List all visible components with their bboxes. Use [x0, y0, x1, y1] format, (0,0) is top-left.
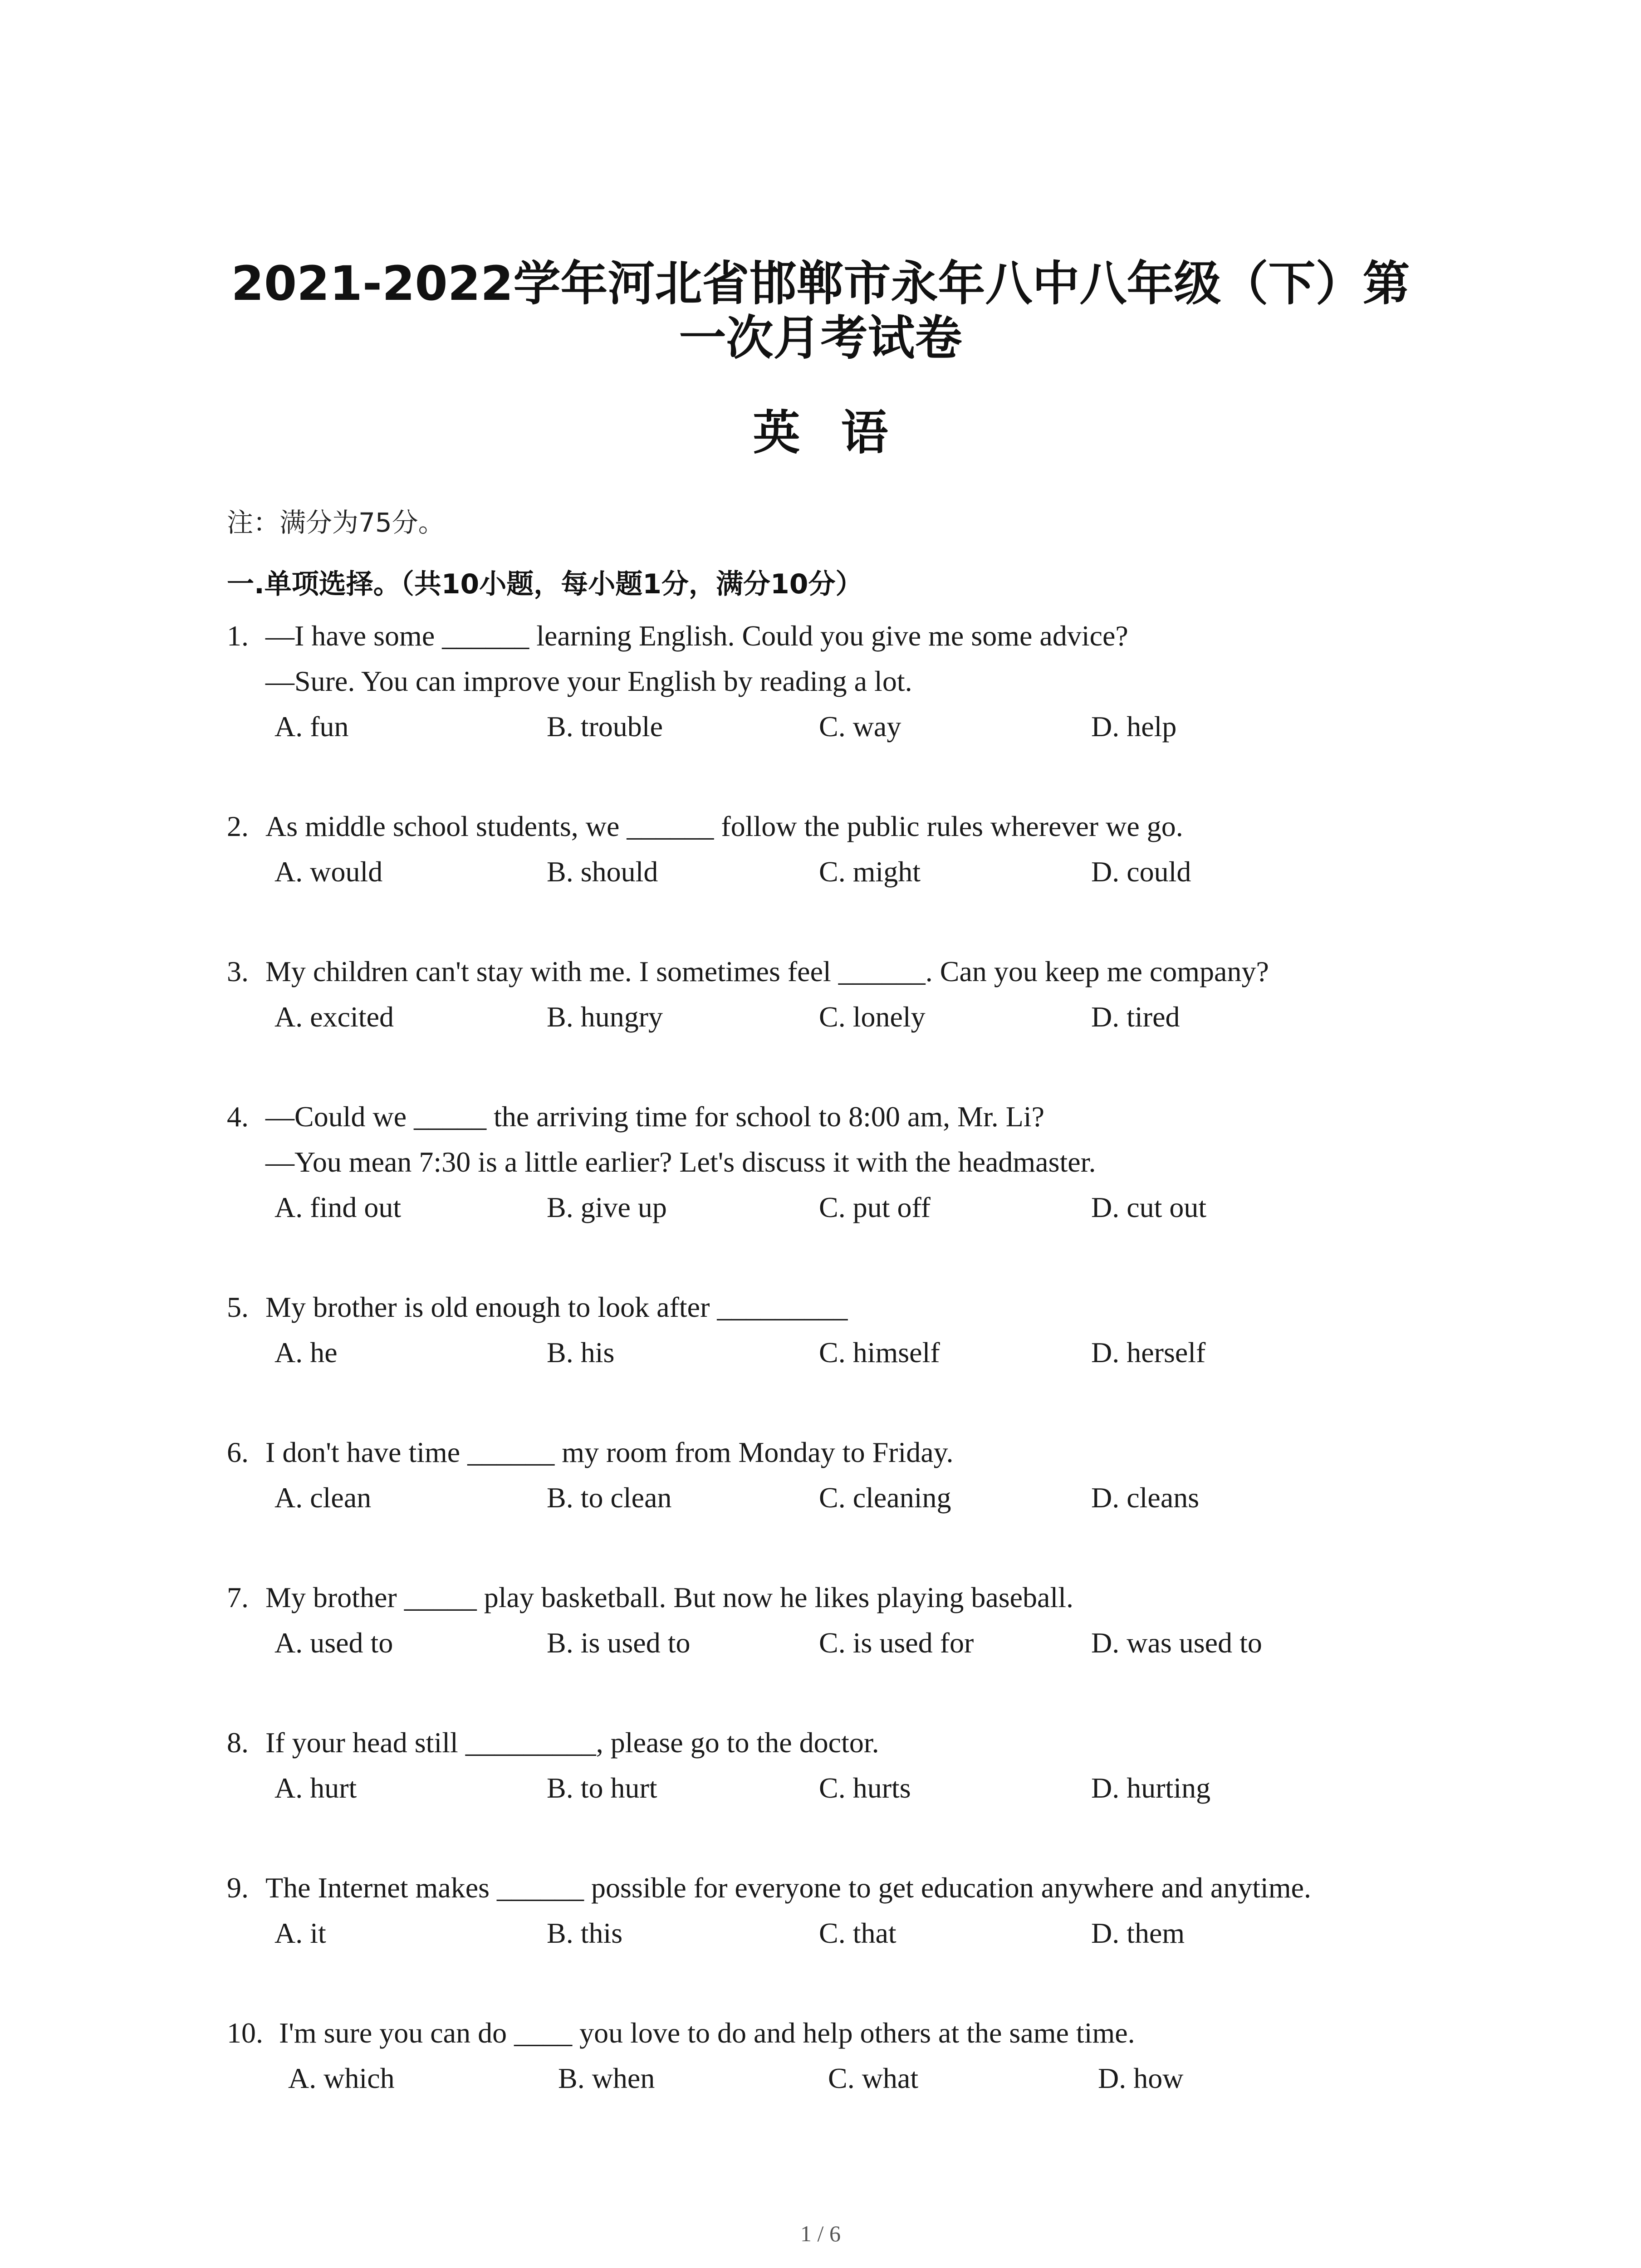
option-d: D. cleans	[1091, 1481, 1200, 1514]
option-d: D. how	[1098, 2062, 1184, 2094]
question-text: —You mean 7:30 is a little earlier? Let's discuss it with the headmaster.	[265, 1146, 1096, 1178]
option-d: D. them	[1091, 1917, 1185, 1949]
option-b: B. should	[547, 855, 658, 888]
option-a: A. used to	[274, 1627, 393, 1659]
question-number: 10.	[227, 2017, 263, 2049]
question-number: 4.	[227, 1100, 249, 1133]
option-b: B. hungry	[547, 1001, 663, 1033]
option-c: C. that	[819, 1917, 896, 1949]
option-a: A. it	[274, 1917, 326, 1949]
question-text: —I have some ______ learning English. Could you give me some advice?	[265, 620, 1128, 652]
option-d: D. was used to	[1091, 1627, 1262, 1659]
option-a: A. excited	[274, 1001, 394, 1033]
question-number: 2.	[227, 810, 249, 842]
option-d: D. herself	[1091, 1336, 1206, 1369]
option-d: D. cut out	[1091, 1191, 1207, 1223]
option-c: C. himself	[819, 1336, 940, 1369]
option-c: C. hurts	[819, 1772, 911, 1804]
question-text: My brother _____ play basketball. But now he likes playing baseball.	[265, 1581, 1073, 1613]
option-b: B. give up	[547, 1191, 667, 1223]
question-number: 9.	[227, 1872, 249, 1904]
subject-heading: 英语	[753, 405, 929, 460]
question-number: 8.	[227, 1726, 249, 1759]
option-a: A. would	[274, 855, 383, 888]
option-d: D. tired	[1091, 1001, 1180, 1033]
option-d: D. could	[1091, 855, 1191, 888]
option-c: C. put off	[819, 1191, 931, 1223]
option-b: B. is used to	[547, 1627, 691, 1659]
page-number: 1 / 6	[800, 2221, 841, 2246]
question-text: As middle school students, we ______ follow the public rules wherever we go.	[265, 810, 1183, 842]
question-text: —Sure. You can improve your English by reading a lot.	[265, 665, 912, 697]
option-b: B. when	[558, 2062, 655, 2094]
section-title: 一.单项选择。（共10小题，每小题1分，满分10分）	[227, 568, 863, 600]
question-number: 7.	[227, 1581, 249, 1613]
question-number: 6.	[227, 1436, 249, 1468]
option-a: A. hurt	[274, 1772, 357, 1804]
question-text: —Could we _____ the arriving time for school to 8:00 am, Mr. Li?	[265, 1100, 1045, 1133]
question-text: The Internet makes ______ possible for everyone to get education anywhere and anytime.	[265, 1872, 1311, 1904]
option-d: D. help	[1091, 710, 1177, 743]
option-c: C. might	[819, 855, 921, 888]
option-c: C. lonely	[819, 1001, 926, 1033]
option-a: A. clean	[274, 1481, 372, 1514]
question-text: I don't have time ______ my room from Monday to Friday.	[265, 1436, 954, 1468]
option-c: C. what	[828, 2062, 919, 2094]
question-text: My brother is old enough to look after _________	[265, 1291, 848, 1323]
exam-title-line2: 一次月考试卷	[679, 310, 962, 366]
exam-title-line1: 2021-2022学年河北省邯郸市永年八中八年级（下）第	[231, 256, 1410, 311]
option-c: C. cleaning	[819, 1481, 951, 1514]
option-c: C. is used for	[819, 1627, 974, 1659]
option-a: A. fun	[274, 710, 349, 743]
question-number: 5.	[227, 1291, 249, 1323]
option-b: B. this	[547, 1917, 623, 1949]
option-a: A. find out	[274, 1191, 402, 1223]
score-note: 注：满分为75分。	[227, 507, 445, 538]
option-c: C. way	[819, 710, 901, 743]
question-text: My children can't stay with me. I sometimes feel ______. Can you keep me company?	[265, 955, 1269, 987]
option-d: D. hurting	[1091, 1772, 1211, 1804]
question-text: If your head still _________, please go to the doctor.	[265, 1726, 879, 1759]
option-b: B. his	[547, 1336, 615, 1369]
question-number: 1.	[227, 620, 249, 652]
question-text: I'm sure you can do ____ you love to do and help others at the same time.	[279, 2017, 1135, 2049]
question-number: 3.	[227, 955, 249, 987]
option-a: A. which	[288, 2062, 395, 2094]
option-b: B. to clean	[547, 1481, 672, 1514]
option-b: B. to hurt	[547, 1772, 657, 1804]
option-b: B. trouble	[547, 710, 663, 743]
option-a: A. he	[274, 1336, 338, 1369]
